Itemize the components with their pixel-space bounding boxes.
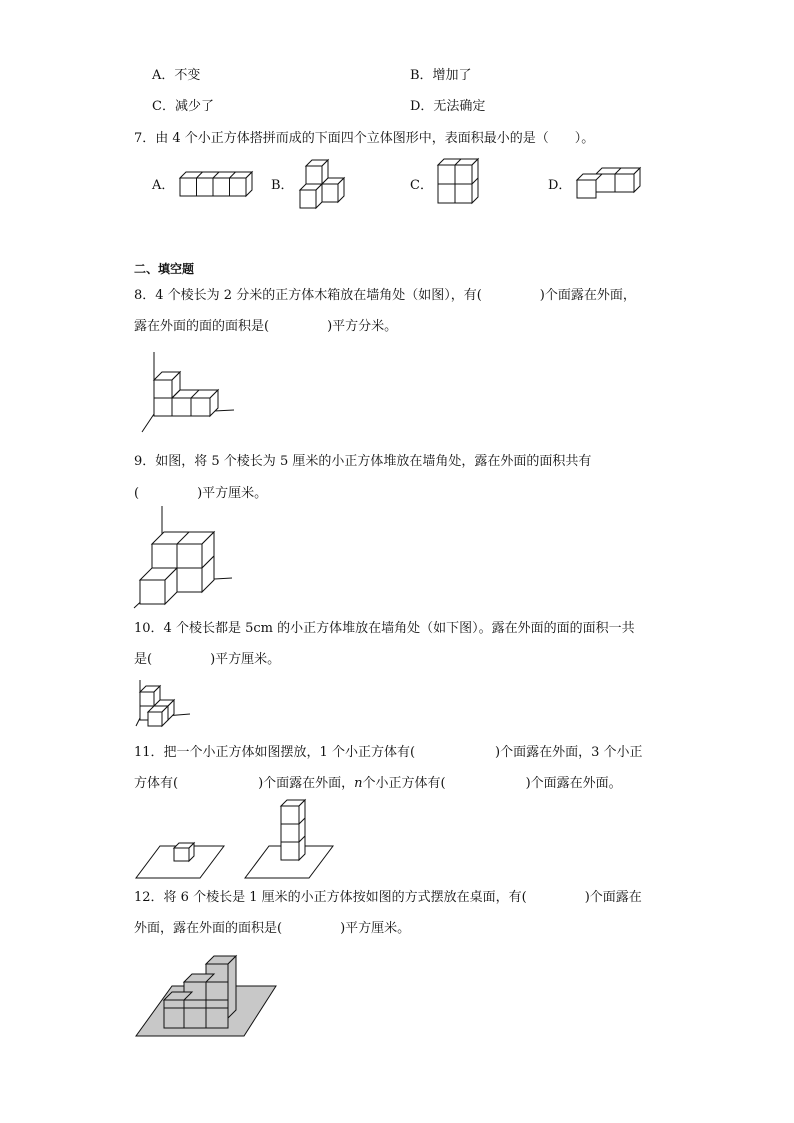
- q7-option-d-label: D．: [548, 178, 572, 193]
- q12-line2-text-a: 外面，露在外面的面积是(: [134, 921, 283, 936]
- q10-line2-text-a: 是(: [134, 652, 153, 667]
- q7-figure-d: [574, 168, 644, 202]
- q12-line1: [134, 890, 642, 906]
- q10-line2: [134, 652, 280, 668]
- q8-line2-text-b: )平方分米。: [327, 319, 398, 334]
- q8-line1-text-b: )个面露在外面，: [539, 288, 636, 303]
- q11-line2-text-d: )个面露在外面。: [525, 776, 622, 791]
- q11-figure-three-cubes: [243, 798, 338, 882]
- q7-option-c-label: C．: [410, 178, 433, 193]
- q11-line2: [134, 776, 622, 792]
- q11-line1-text-a: 11．把一个小正方体如图摆放，1 个小正方体有(: [134, 745, 416, 760]
- q10-line2-text-b: )平方厘米。: [210, 652, 281, 667]
- q12-figure: [134, 952, 280, 1042]
- q6-option-b: B．增加了: [410, 68, 472, 83]
- q12-line1-text-b: )个面露在: [584, 890, 642, 905]
- q9-line1: 9．如图，将 5 个棱长为 5 厘米的小正方体堆放在墙角处，露在外面的面积共有: [134, 454, 592, 469]
- q12-line2-text-b: )平方厘米。: [340, 921, 411, 936]
- q9-line2: [134, 486, 267, 502]
- q11-line2-text-c: 个小正方体有(: [362, 776, 446, 791]
- q6-option-c: C．减少了: [152, 99, 214, 114]
- q11-line1-text-b: )个面露在外面，3 个小正: [495, 745, 643, 760]
- q6-option-d: D．无法确定: [410, 99, 486, 114]
- q8-line2: [134, 319, 397, 335]
- q6-option-a: A．不变: [152, 68, 201, 83]
- q11-line2-text-b: )个面露在外面，: [258, 776, 355, 791]
- q7-option-b-label: B．: [271, 178, 294, 193]
- q10-figure: [134, 680, 194, 730]
- q12-line2: [134, 921, 410, 937]
- q11-line1: [134, 745, 643, 761]
- section-heading: 二、填空题: [134, 262, 195, 276]
- q11-variable-n: n: [354, 776, 363, 791]
- q7-option-a-label: A．: [152, 178, 175, 193]
- q7-figure-c: [436, 159, 480, 207]
- q8-line1: [134, 288, 636, 304]
- q9-line2-text-b: )平方厘米。: [197, 486, 268, 501]
- q7-figure-b: [296, 160, 346, 212]
- q8-line2-text-a: 露在外面的面的面积是(: [134, 319, 270, 334]
- q12-line1-text-a: 12．将 6 个棱长是 1 厘米的小正方体按如图的方式摆放在桌面，有(: [134, 890, 527, 905]
- q9-line2-text-a: (: [134, 486, 140, 501]
- q11-line2-text-a: 方体有(: [134, 776, 179, 791]
- q8-line1-text-a: 8．4 个棱长为 2 分米的正方体木箱放在墙角处（如图），有(: [134, 288, 482, 303]
- q8-figure: [140, 352, 240, 436]
- q9-figure: [130, 506, 240, 612]
- q7-figure-a: [176, 170, 256, 200]
- q11-figure-one-cube: [134, 832, 229, 882]
- q10-line1: 10．4 个棱长都是 5cm 的小正方体堆放在墙角处（如下图）。露在外面的面的面积一共: [134, 621, 635, 636]
- q7-stem: 7．由 4 个小正方体搭拼而成的下面四个立体图形中，表面积最小的是（ ）。: [134, 131, 595, 146]
